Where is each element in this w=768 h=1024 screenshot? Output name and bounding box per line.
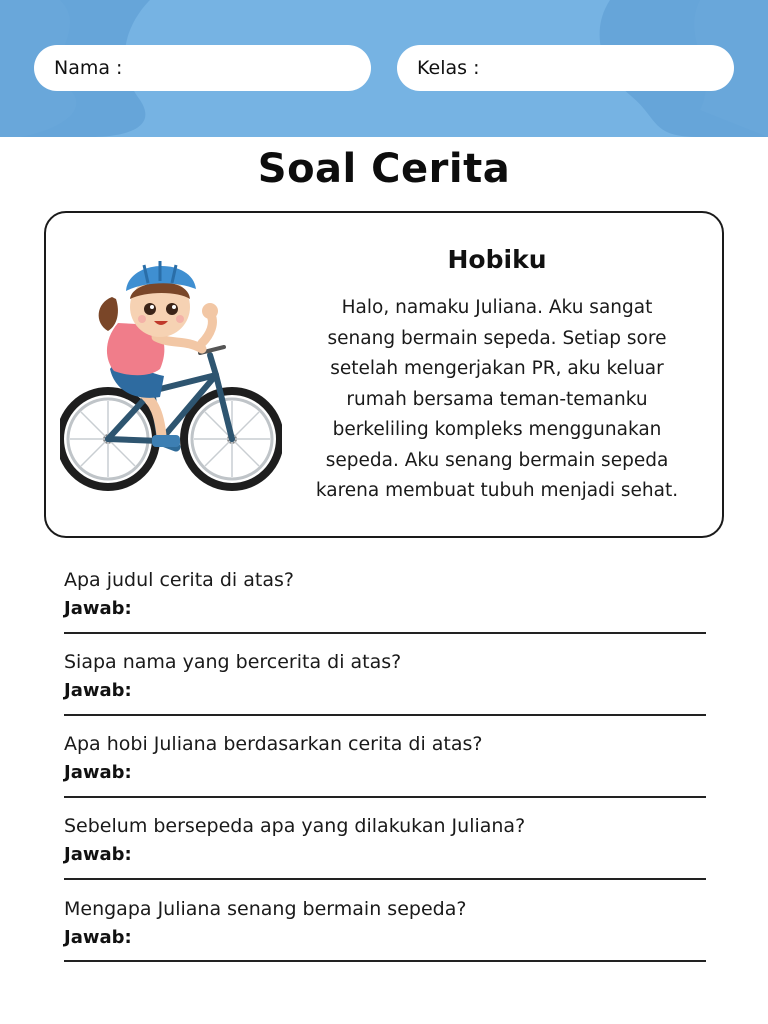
page-title: Soal Cerita	[257, 146, 511, 192]
story-line: Halo, namaku Juliana. Aku sangat	[341, 297, 653, 318]
answer-line[interactable]	[64, 796, 706, 798]
answer-line[interactable]	[64, 878, 706, 880]
answer-label: Jawab:	[64, 680, 132, 701]
answer-line[interactable]	[64, 632, 706, 634]
question-item	[64, 814, 706, 866]
story-line: berkeliling kompleks menggunakan	[332, 419, 662, 440]
question-text: Sebelum bersepeda apa yang dilakukan Juliana?	[64, 815, 526, 837]
answer-line[interactable]	[64, 714, 706, 716]
story-line: setelah mengerjakan PR, aku keluar	[330, 358, 664, 379]
class-label: Kelas :	[417, 57, 480, 79]
question-item	[64, 568, 706, 620]
story-line: karena membuat tubuh menjadi sehat.	[315, 480, 679, 501]
question-text: Mengapa Juliana senang bermain sepeda?	[64, 898, 467, 920]
question-text: Apa judul cerita di atas?	[64, 569, 294, 591]
question-item	[64, 650, 706, 702]
question-text: Apa hobi Juliana berdasarkan cerita di atas?	[64, 733, 483, 755]
answer-label: Jawab:	[64, 927, 132, 948]
story-line: sepeda. Aku senang bermain sepeda	[325, 449, 669, 471]
question-item	[64, 732, 706, 784]
story-box	[44, 211, 724, 538]
name-field[interactable]	[34, 45, 371, 91]
answer-label: Jawab:	[64, 762, 132, 783]
answer-label: Jawab:	[64, 598, 132, 619]
answer-label: Jawab:	[64, 844, 132, 865]
header-banner	[0, 0, 768, 137]
story-line: senang bermain sepeda. Setiap sore	[327, 327, 667, 349]
story-line: rumah bersama teman-temanku	[346, 388, 648, 410]
girl-riding-bicycle-illustration	[60, 251, 282, 493]
name-label: Nama :	[54, 57, 123, 79]
story-title: Hobiku	[447, 245, 547, 274]
class-field[interactable]	[397, 45, 734, 91]
question-text: Siapa nama yang bercerita di atas?	[64, 651, 402, 673]
answer-line[interactable]	[64, 960, 706, 962]
story-text	[292, 293, 702, 507]
question-item	[64, 897, 706, 949]
